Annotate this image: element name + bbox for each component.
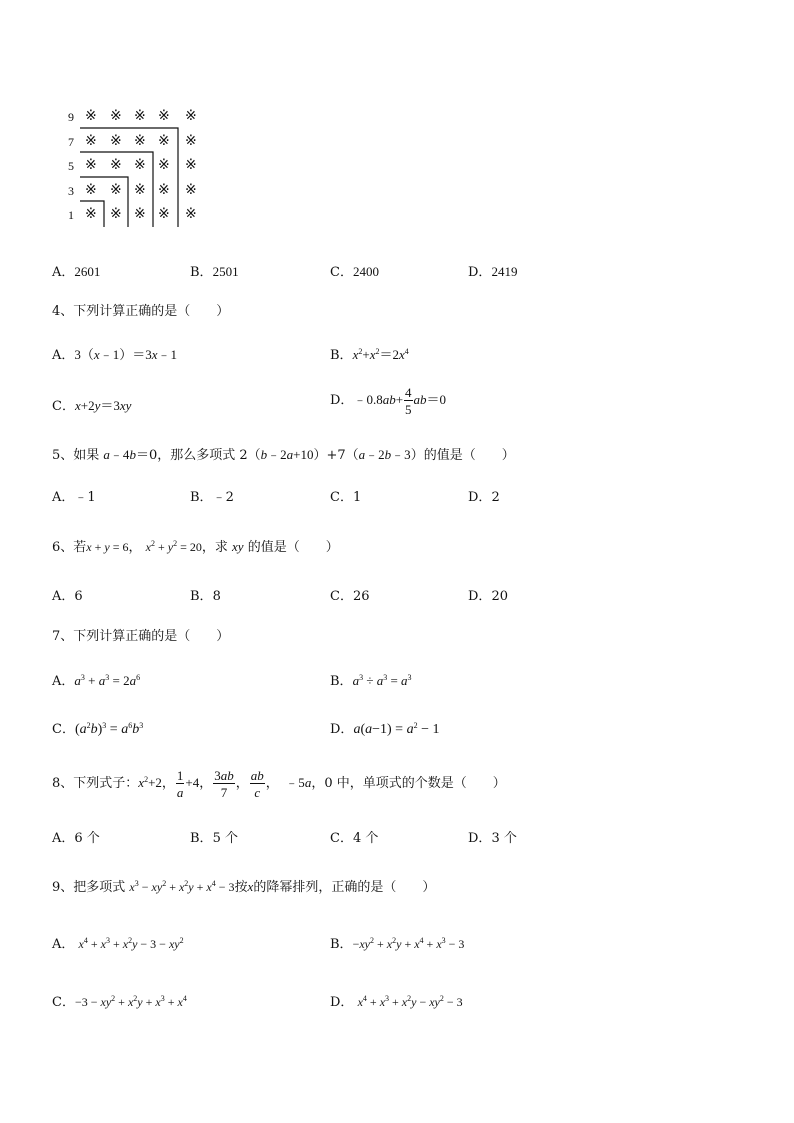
row-label: 7	[68, 135, 74, 149]
reference-mark-symbol: ※	[110, 182, 122, 198]
reference-mark-symbol: ※	[110, 133, 122, 149]
q7-option-a[interactable]: A．$a^3 + a^3 = 2a^6$	[52, 673, 141, 689]
reference-mark-symbol: ※	[85, 206, 97, 222]
reference-mark-symbol: ※	[85, 182, 97, 198]
l-shape-lines	[0, 0, 794, 240]
reference-mark-symbol: ※	[158, 108, 170, 124]
question-9-stem: 9、把多项式 $x^3 - xy^2 + x^2y + x^4 - 3$按x的降幂排列，正确的是（ ）	[52, 879, 436, 895]
option-d[interactable]: D．2419	[468, 264, 518, 280]
option-c[interactable]: C．1	[330, 490, 362, 505]
question-4-stem: 4、下列计算正确的是（ ）	[52, 304, 230, 319]
q4-option-d[interactable]: D．﹣0.8ab+ $\frac{4}{5}$ ab＝0	[330, 385, 447, 417]
reference-mark-symbol: ※	[158, 206, 170, 222]
question-5-stem: 5、如果 a﹣4b＝0，那么多项式 2（b﹣2a+10）+7（a﹣2b﹣3）的值是（ ）	[52, 447, 515, 463]
q4-option-b[interactable]: B．$x^2+x^2=2x^4$	[330, 347, 409, 363]
reference-mark-symbol: ※	[158, 157, 170, 173]
q7-option-c[interactable]: C．$(a^2b)^3 = a^6b^3$	[52, 721, 144, 737]
reference-mark-symbol: ※	[134, 133, 146, 149]
option-a[interactable]: A．6 个	[52, 831, 100, 846]
reference-mark-symbol: ※	[158, 182, 170, 198]
option-c[interactable]: C．2400	[330, 264, 379, 280]
question-7-stem: 7、下列计算正确的是（ ）	[52, 629, 230, 644]
reference-mark-symbol: ※	[185, 157, 197, 173]
option-b[interactable]: B．8	[190, 589, 221, 604]
option-a[interactable]: A．﹣1	[52, 490, 96, 505]
reference-mark-symbol: ※	[185, 182, 197, 198]
q9-option-b[interactable]: B．$-xy^2 + x^2y + x^4 + x^3 - 3$	[330, 936, 465, 952]
reference-mark-symbol: ※	[185, 133, 197, 149]
reference-mark-symbol: ※	[110, 157, 122, 173]
option-c[interactable]: C．26	[330, 589, 370, 604]
q7-option-d[interactable]: D．$a(a-1) = a^2 - 1$	[330, 721, 440, 737]
option-d[interactable]: D．20	[468, 589, 508, 604]
q9-option-c[interactable]: C．$-3 - xy^2 + x^2y + x^3 + x^4$	[52, 994, 187, 1010]
reference-mark-symbol: ※	[134, 108, 146, 124]
row-label: 1	[68, 208, 74, 222]
reference-mark-symbol: ※	[85, 108, 97, 124]
q4-option-c[interactable]: C．x+2y＝3xy	[52, 398, 132, 414]
reference-mark-symbol: ※	[134, 182, 146, 198]
row-label: 3	[68, 184, 74, 198]
l-line-inner	[80, 201, 104, 227]
option-b[interactable]: B．2501	[190, 264, 239, 280]
reference-mark-symbol: ※	[110, 108, 122, 124]
option-d[interactable]: D．2	[468, 490, 500, 505]
q4-option-a[interactable]: A．3（x﹣1）＝3x﹣1	[52, 347, 177, 363]
l-line-2	[80, 152, 153, 227]
option-d[interactable]: D．3 个	[468, 831, 517, 846]
option-b[interactable]: B．﹣2	[190, 490, 234, 505]
option-c[interactable]: C．4 个	[330, 831, 379, 846]
option-a[interactable]: A．2601	[52, 264, 101, 280]
q9-option-a[interactable]: A． $x^4 + x^3 + x^2y - 3 - xy^2$	[52, 936, 184, 952]
option-a[interactable]: A．6	[52, 589, 83, 604]
reference-mark-symbol: ※	[85, 157, 97, 173]
row-label: 9	[68, 110, 74, 124]
reference-mark-symbol: ※	[185, 108, 197, 124]
q9-option-d[interactable]: D． $x^4 + x^3 + x^2y - xy^2 - 3$	[330, 994, 463, 1010]
reference-mark-symbol: ※	[110, 206, 122, 222]
reference-mark-symbol: ※	[134, 206, 146, 222]
reference-mark-symbol: ※	[85, 133, 97, 149]
option-b[interactable]: B．5 个	[190, 831, 238, 846]
question-8-stem: 8、下列式子：$x^2+2$， $\frac{1}{a}$ +4， $\frac{3ab}{7}$ ， $\frac{ab}{c}$ ， ﹣5a，0 中，单项式的个数是（ ）	[52, 768, 506, 800]
reference-mark-symbol: ※	[185, 206, 197, 222]
reference-mark-symbol: ※	[134, 157, 146, 173]
reference-mark-symbol: ※	[158, 133, 170, 149]
question-6-stem: 6、若x + y = 6， $x^2 + y^2 = 20$，求 xy 的值是（ ）	[52, 539, 339, 555]
q7-option-b[interactable]: B．$a^3 \div a^3 = a^3$	[330, 673, 412, 689]
row-label: 5	[68, 159, 74, 173]
